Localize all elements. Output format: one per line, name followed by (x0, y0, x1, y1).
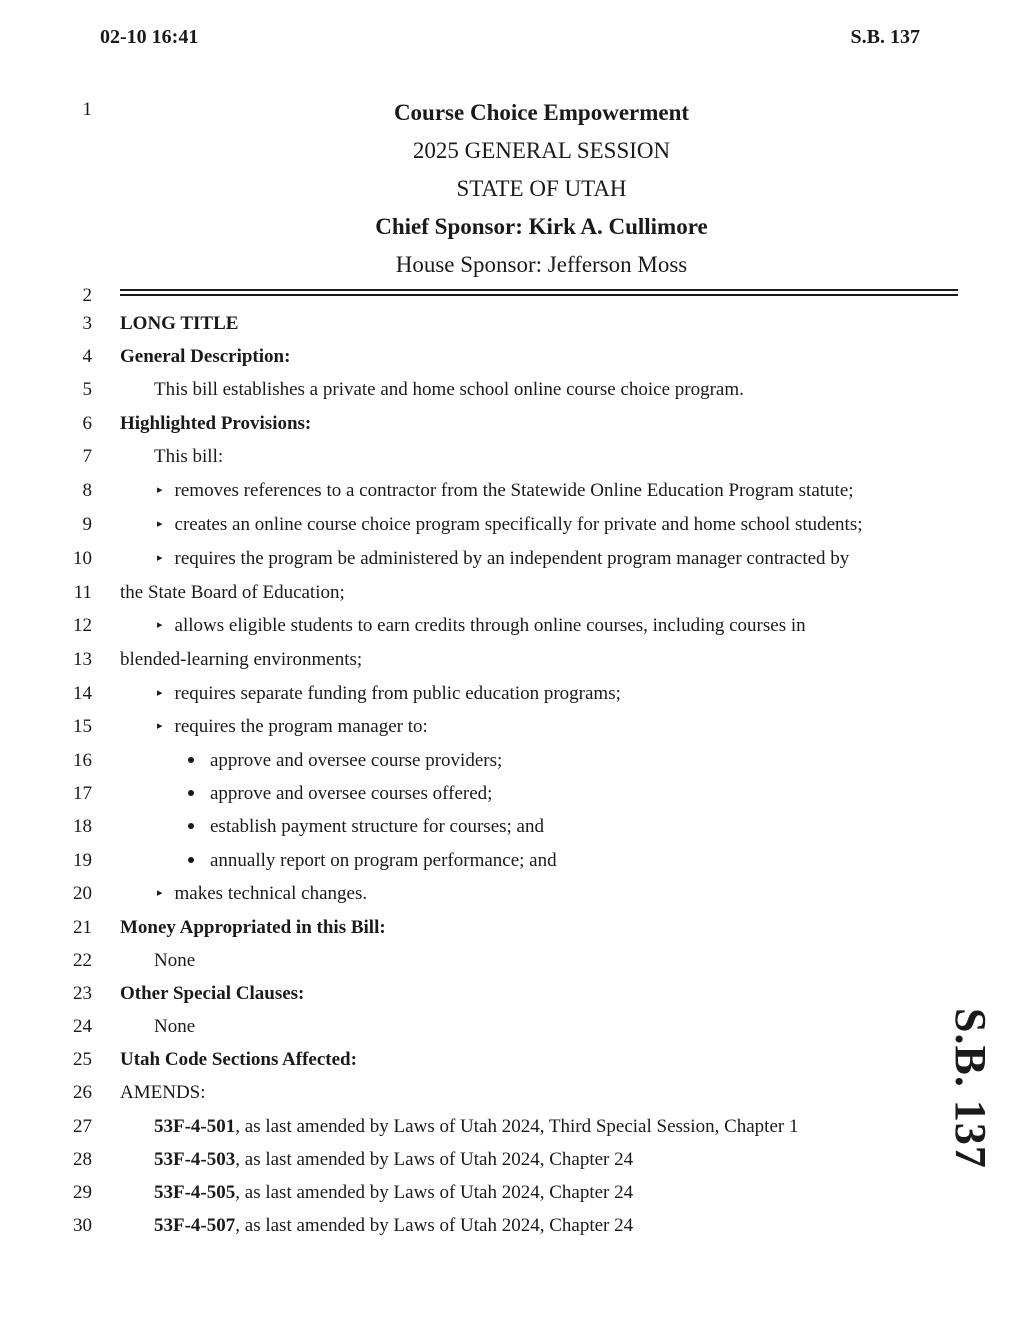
triangle-bullet-icon: ▸ (157, 719, 163, 732)
highlighted-provisions-heading: Highlighted Provisions: (120, 413, 312, 434)
line-number: 11 (73, 582, 92, 603)
header-bill-number: S.B. 137 (850, 26, 920, 48)
side-bill-label: S.B. 137 (946, 1008, 995, 1169)
session-label: 2025 GENERAL SESSION (412, 138, 671, 163)
sub-list-item: establish payment structure for courses; and (188, 815, 544, 839)
line-number: 14 (73, 683, 92, 704)
list-item: ▸ creates an online course choice program specifically for private and home school students; (157, 513, 863, 538)
divider-rule (120, 289, 958, 291)
triangle-bullet-icon: ▸ (157, 886, 163, 899)
sub-list-item: approve and oversee courses offered; (188, 782, 492, 806)
sub-list-item: approve and oversee course providers; (188, 749, 502, 773)
line-number: 10 (73, 548, 92, 569)
line-number: 26 (73, 1082, 92, 1103)
sub-list-item: annually report on program performance; and (188, 849, 557, 873)
line-number: 25 (73, 1049, 92, 1070)
triangle-bullet-icon: ▸ (157, 686, 163, 699)
money-appropriated-value: None (154, 950, 196, 971)
money-appropriated-heading: Money Appropriated in this Bill: (120, 917, 386, 938)
code-section-row: 53F-4-505, as last amended by Laws of Utah 2024, Chapter 24 (154, 1182, 634, 1203)
bill-title: Course Choice Empowerment (393, 100, 690, 125)
house-sponsor: House Sponsor: Jefferson Moss (395, 252, 688, 277)
triangle-bullet-icon: ▸ (157, 517, 163, 530)
line-number: 4 (82, 346, 92, 367)
other-clauses-heading: Other Special Clauses: (120, 983, 305, 1004)
line-number: 29 (73, 1182, 92, 1203)
long-title-heading: LONG TITLE (120, 313, 239, 334)
line-number: 17 (73, 783, 92, 804)
line-number: 19 (73, 850, 92, 871)
title-block (120, 94, 963, 284)
code-section-row: 53F-4-501, as last amended by Laws of Utah 2024, Third Special Session, Chapter 1 (154, 1116, 799, 1137)
amends-label: AMENDS: (120, 1082, 206, 1103)
list-item-continuation: blended-learning environments; (120, 649, 363, 670)
code-section-number: 53F-4-501 (154, 1116, 236, 1137)
line-number: 27 (73, 1116, 92, 1137)
line-number: 15 (73, 716, 92, 737)
state-label: STATE OF UTAH (456, 176, 627, 201)
list-item: ▸ requires the program be administered by an independent program manager contracted by (157, 547, 849, 572)
line-number: 28 (73, 1149, 92, 1170)
code-sections-heading: Utah Code Sections Affected: (120, 1049, 357, 1070)
code-section-number: 53F-4-507 (154, 1215, 236, 1236)
general-description-text: This bill establishes a private and home school online course choice program. (154, 379, 744, 400)
general-description-heading: General Description: (120, 346, 291, 367)
list-item-continuation: the State Board of Education; (120, 582, 345, 603)
other-clauses-value: None (154, 1016, 196, 1037)
code-section-row: 53F-4-507, as last amended by Laws of Utah 2024, Chapter 24 (154, 1215, 634, 1236)
line-number: 30 (73, 1215, 92, 1236)
line-number: 6 (82, 413, 92, 434)
line-number: 8 (82, 480, 92, 501)
list-item: ▸ allows eligible students to earn credits through online courses, including courses in (157, 614, 806, 639)
line-number: 21 (73, 917, 92, 938)
bullet-dot-icon (188, 757, 194, 763)
triangle-bullet-icon: ▸ (157, 551, 163, 564)
list-item: ▸ requires separate funding from public education programs; (157, 682, 621, 707)
line-number: 13 (73, 649, 92, 670)
list-item: ▸ requires the program manager to: (157, 715, 428, 740)
bullet-dot-icon (188, 857, 194, 863)
line-number: 12 (73, 615, 92, 636)
line-number: 18 (73, 816, 92, 837)
line-number: 20 (73, 883, 92, 904)
line-number: 9 (82, 514, 92, 535)
bullet-dot-icon (188, 790, 194, 796)
chief-sponsor: Chief Sponsor: Kirk A. Cullimore (375, 214, 708, 239)
line-number: 23 (73, 983, 92, 1004)
divider-rule (120, 294, 958, 296)
line-number: 2 (82, 285, 92, 306)
triangle-bullet-icon: ▸ (157, 483, 163, 496)
line-number: 16 (73, 750, 92, 771)
line-number: 22 (73, 950, 92, 971)
line-number: 5 (82, 379, 92, 400)
list-item: ▸ makes technical changes. (157, 882, 367, 907)
bullet-dot-icon (188, 823, 194, 829)
this-bill-text: This bill: (154, 446, 224, 467)
triangle-bullet-icon: ▸ (157, 618, 163, 631)
line-number: 7 (82, 446, 92, 467)
list-item: ▸ removes references to a contractor from the Statewide Online Education Program statute; (157, 479, 854, 504)
line-number: 3 (82, 313, 92, 334)
header-timestamp: 02-10 16:41 (100, 26, 199, 48)
line-number: 24 (73, 1016, 92, 1037)
code-section-number: 53F-4-505 (154, 1182, 236, 1203)
code-section-number: 53F-4-503 (154, 1149, 236, 1170)
line-number: 1 (82, 99, 92, 120)
code-section-row: 53F-4-503, as last amended by Laws of Utah 2024, Chapter 24 (154, 1149, 634, 1170)
